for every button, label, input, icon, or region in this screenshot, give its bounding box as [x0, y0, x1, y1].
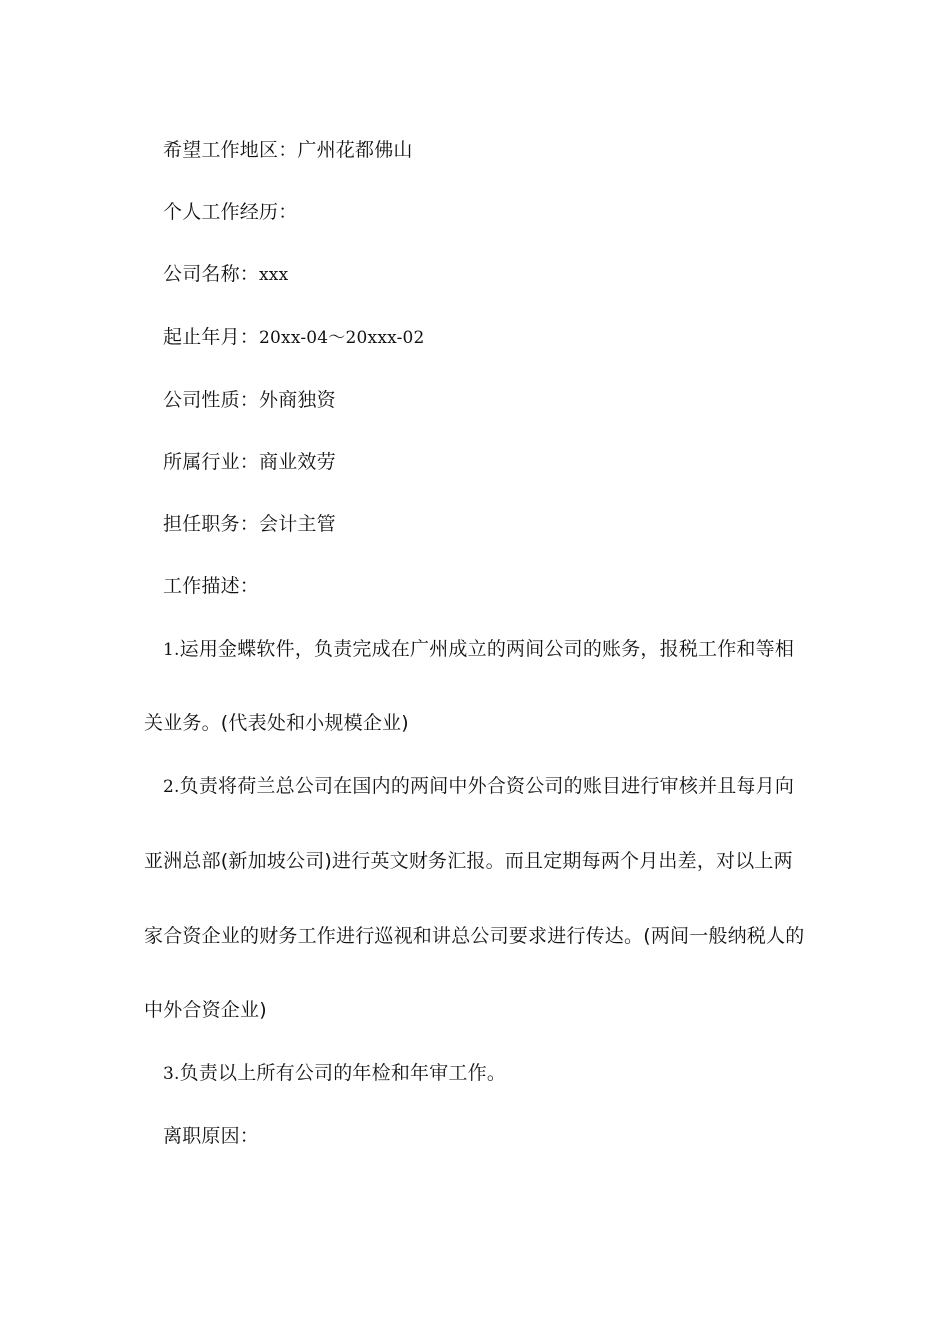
field-label: 起止年月： [163, 326, 260, 348]
list-item-2-line-3 [144, 924, 804, 948]
field-value: 商业效劳 [259, 451, 336, 473]
list-item-text: 关业务。(代表处和小规模企业) [144, 712, 409, 734]
list-item-text: 亚洲总部(新加坡公司)进行英文财务汇报。而且定期每两个月出差，对以上两 [144, 850, 793, 872]
field-value: 会计主管 [259, 513, 336, 535]
field-industry [163, 450, 336, 474]
list-item-1-line-1 [163, 637, 794, 662]
field-value: 外商独资 [259, 389, 336, 411]
field-label: 个人工作经历： [163, 201, 298, 223]
list-item-3-line-1 [163, 1061, 506, 1086]
field-label: 公司性质： [163, 389, 260, 411]
field-label: 担任职务： [163, 513, 260, 535]
field-value: xxx [259, 265, 289, 285]
list-item-text: 中外合资企业) [144, 999, 267, 1021]
field-label: 希望工作地区： [163, 139, 298, 161]
list-item-text: 家合资企业的财务工作进行巡视和讲总公司要求进行传达。(两间一般纳税人的 [144, 925, 805, 947]
field-label: 公司名称： [163, 263, 260, 285]
field-label: 所属行业： [163, 451, 260, 473]
field-value: 广州花都佛山 [297, 139, 413, 161]
list-item-text: 运用金蝶软件，负责完成在广州成立的两间公司的账务，报税工作和等相 [179, 638, 795, 660]
field-label: 工作描述： [163, 575, 260, 597]
list-item-text: 负责将荷兰总公司在国内的两间中外合资公司的账目进行审核并且每月向 [179, 775, 795, 797]
field-job-description [163, 574, 259, 598]
list-item-number: 2. [163, 777, 180, 797]
field-desired-location [163, 138, 413, 162]
field-leaving-reason [163, 1124, 259, 1148]
field-value: 20xx-04～20xxx-02 [259, 328, 425, 348]
list-item-2-line-1 [163, 774, 794, 799]
field-position [163, 512, 336, 536]
field-period [163, 325, 425, 350]
list-item-1-line-2 [144, 711, 409, 735]
field-work-experience [163, 200, 297, 224]
list-item-2-line-2 [144, 849, 793, 873]
field-company-type [163, 388, 336, 412]
list-item-number: 1. [163, 640, 180, 660]
list-item-number: 3. [163, 1064, 180, 1084]
field-label: 离职原因： [163, 1125, 260, 1147]
field-company-name [163, 262, 288, 287]
list-item-text: 负责以上所有公司的年检和年审工作。 [179, 1062, 507, 1084]
list-item-2-line-4 [144, 998, 267, 1022]
